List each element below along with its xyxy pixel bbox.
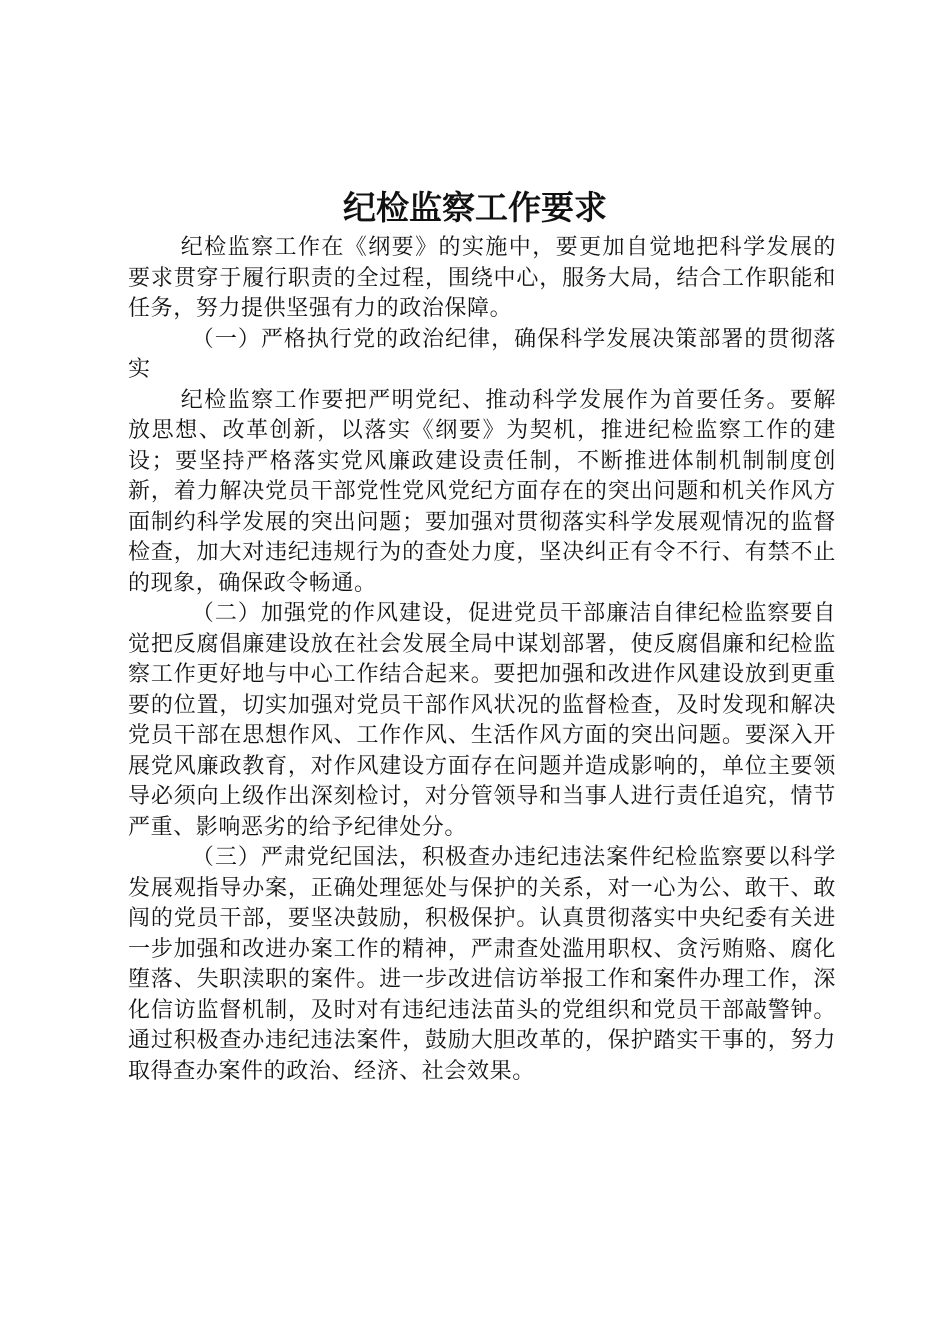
section-3-paragraph: （三）严肃党纪国法，积极查办违纪违法案件纪检监察要以科学发展观指导办案，正确处理惩处与保护的关系，对一心为公、敢干、敢闯的党员干部，要坚决鼓励，积极保护。认真贯彻落实中央纪委有关进一步加强和改进办案工作的精神，严肃查处滥用职权、贪污贿赂、腐化堕落、失职渎职的案件。进一步改进信访举报工作和案件办理工作，深化信访监督机制，及时对有违纪违法苗头的党组织和党员干部敲警钟。通过积极查办违纪违法案件，鼓励大胆改革的，保护踏实干事的，努力取得查办案件的政治、经济、社会效果。 bbox=[128, 845, 836, 1084]
section-1-paragraph: 纪检监察工作要把严明党纪、推动科学发展作为首要任务。要解放思想、改革创新，以落实《纲要》为契机，推进纪检监察工作的建设；要坚持严格落实党风廉政建设责任制，不断推进体制机制制度创新，着力解决党员干部党性党风党纪方面存在的突出问题和机关作风方面制约科学发展的突出问题；要加强对贯彻落实科学发展观情况的监督检查，加大对违纪违规行为的查处力度，坚决纠正有令不行、有禁不止的现象，确保政令畅通。 bbox=[128, 387, 836, 596]
section-2-paragraph: （二）加强党的作风建设，促进党员干部廉洁自律纪检监察要自觉把反腐倡廉建设放在社会发展全局中谋划部署，使反腐倡廉和纪检监察工作更好地与中心工作结合起来。要把加强和改进作风建设放到更重要的位置，切实加强对党员干部作风状况的监督检查，及时发现和解决党员干部在思想作风、工作作风、生活作风方面的突出问题。要深入开展党风廉政教育，对作风建设方面存在问题并造成影响的，单位主要领导必须向上级作出深刻检讨，对分管领导和当事人进行责任追究，情节严重、影响恶劣的给予纪律处分。 bbox=[128, 601, 836, 840]
document-body bbox=[128, 233, 836, 1087]
document-title: 纪检监察工作要求 bbox=[343, 188, 607, 227]
section-1-heading: （一）严格执行党的政治纪律，确保科学发展决策部署的贯彻落实 bbox=[128, 326, 836, 382]
intro-paragraph: 纪检监察工作在《纲要》的实施中，要更加自觉地把科学发展的要求贯穿于履行职责的全过程，围绕中心，服务大局，结合工作职能和任务，努力提供坚强有力的政治保障。 bbox=[128, 235, 836, 321]
